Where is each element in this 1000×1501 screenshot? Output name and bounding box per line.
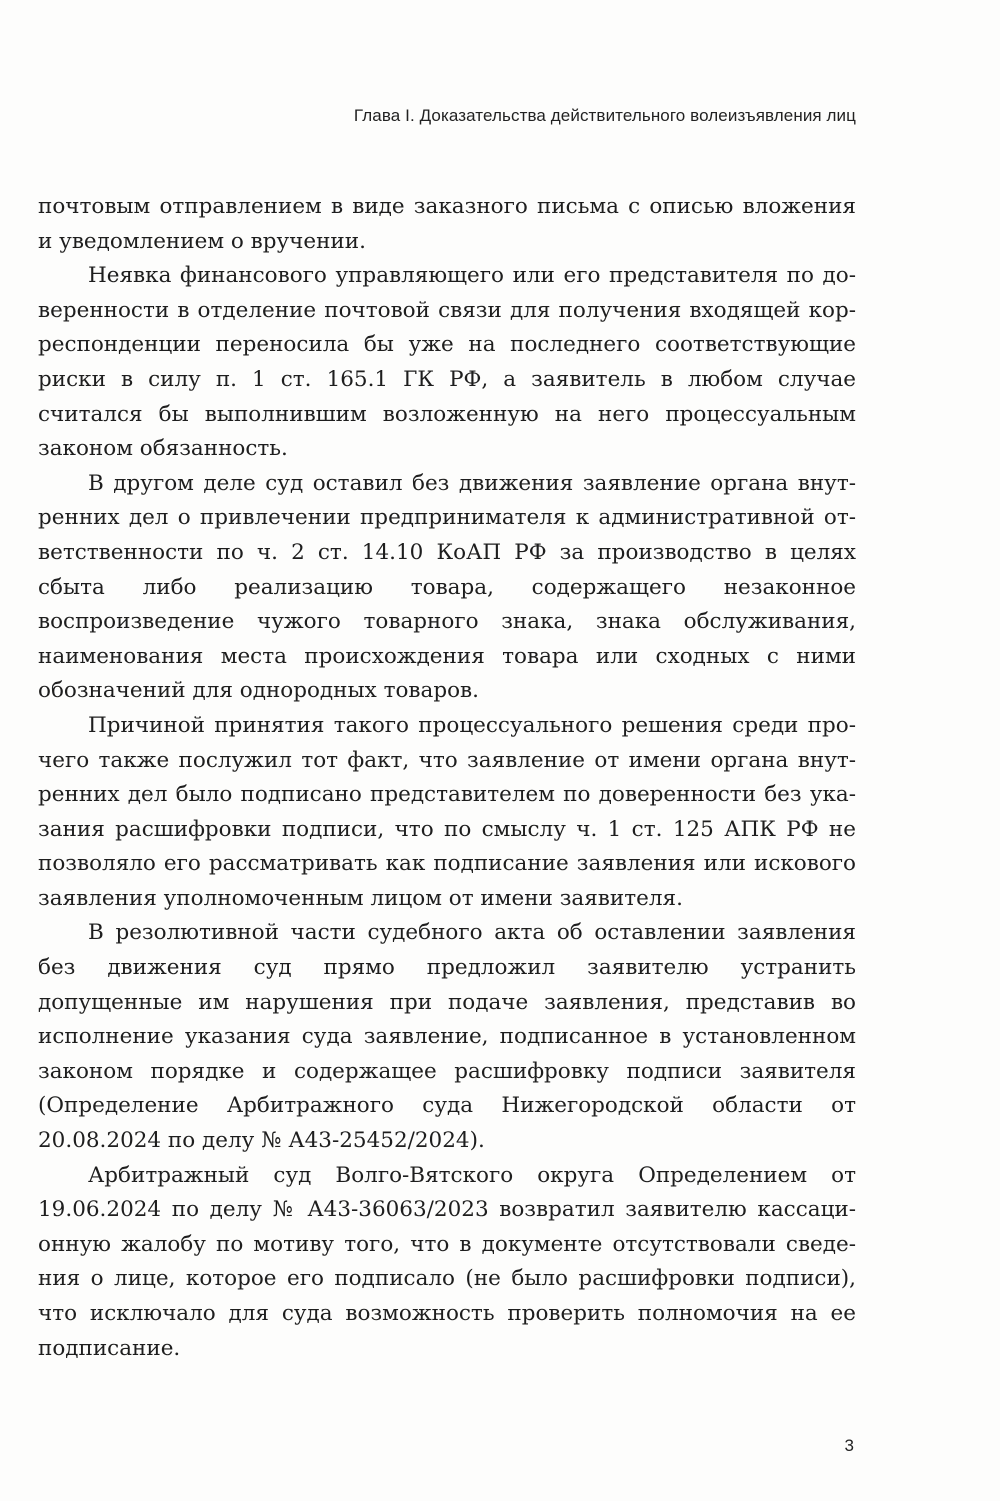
paragraph-5: В резолютивной части судебного акта об оставлении заявления без движения суд прямо предложил заявителю устранить допущенные им нарушения при подаче заявления, представив во исполнение указания суда заявление, подписанное в установленном законом порядке и содержащее расшифровку подписи заявителя (Определение Арбитражного суда Нижегородской области от 20.08.2024 по делу № А43-25452/2024). xyxy=(38,920,856,1154)
paragraph-1: почтовым отправлением в виде заказного письма с описью вложения и уведомлением о вручении. xyxy=(38,194,856,254)
paragraph-2: Неявка финансового управляющего или его представителя по доверенности в отделение почтовой связи для получения входящей корреспонденции переносила бы уже на последнего соответствующие риски в силу п. 1 ст. 165.1 ГК РФ, а заявитель в любом случае считался бы выполнившим возложенную на него процессуальным законом обязанность. xyxy=(38,263,856,462)
paragraph-4: Причиной принятия такого процессуального решения среди прочего также послужил тот факт, что заявление от имени органа внутренних дел было подписано представителем по доверенности без указания расшифровки подписи, что по смыслу ч. 1 ст. 125 АПК РФ не позволяло его рассматривать как подписание заявления или искового заявления уполномоченным лицом от имени заявителя. xyxy=(38,712,856,911)
paragraph-3: В другом деле суд оставил без движения заявление органа внутренних дел о привлечении предпринимателя к административной ответственности по ч. 2 ст. 14.10 КоАП РФ за производство в целях сбыта либо реализацию товара, содержащего незаконное воспроизведение чужого товарного знака, знака обслуживания, наименования места происхождения товара или сходных с ними обозначений для однородных товаров. xyxy=(38,470,856,704)
paragraph-6: Арбитражный суд Волго-Вятского округа Определением от 19.06.2024 по делу № А43-36063/2023 возвратил заявителю кассационную жалобу по мотиву того, что в документе отсутствовали сведения о лице, которое его подписало (не было расшифровки подписи), что исключало для суда возможность проверить полномочия на ее подписание. xyxy=(38,1162,856,1361)
running-header: Глава I. Доказательства действительного волеизъявления лиц xyxy=(353,106,856,125)
body-text xyxy=(38,190,856,1366)
page-number: 3 xyxy=(844,1436,854,1455)
